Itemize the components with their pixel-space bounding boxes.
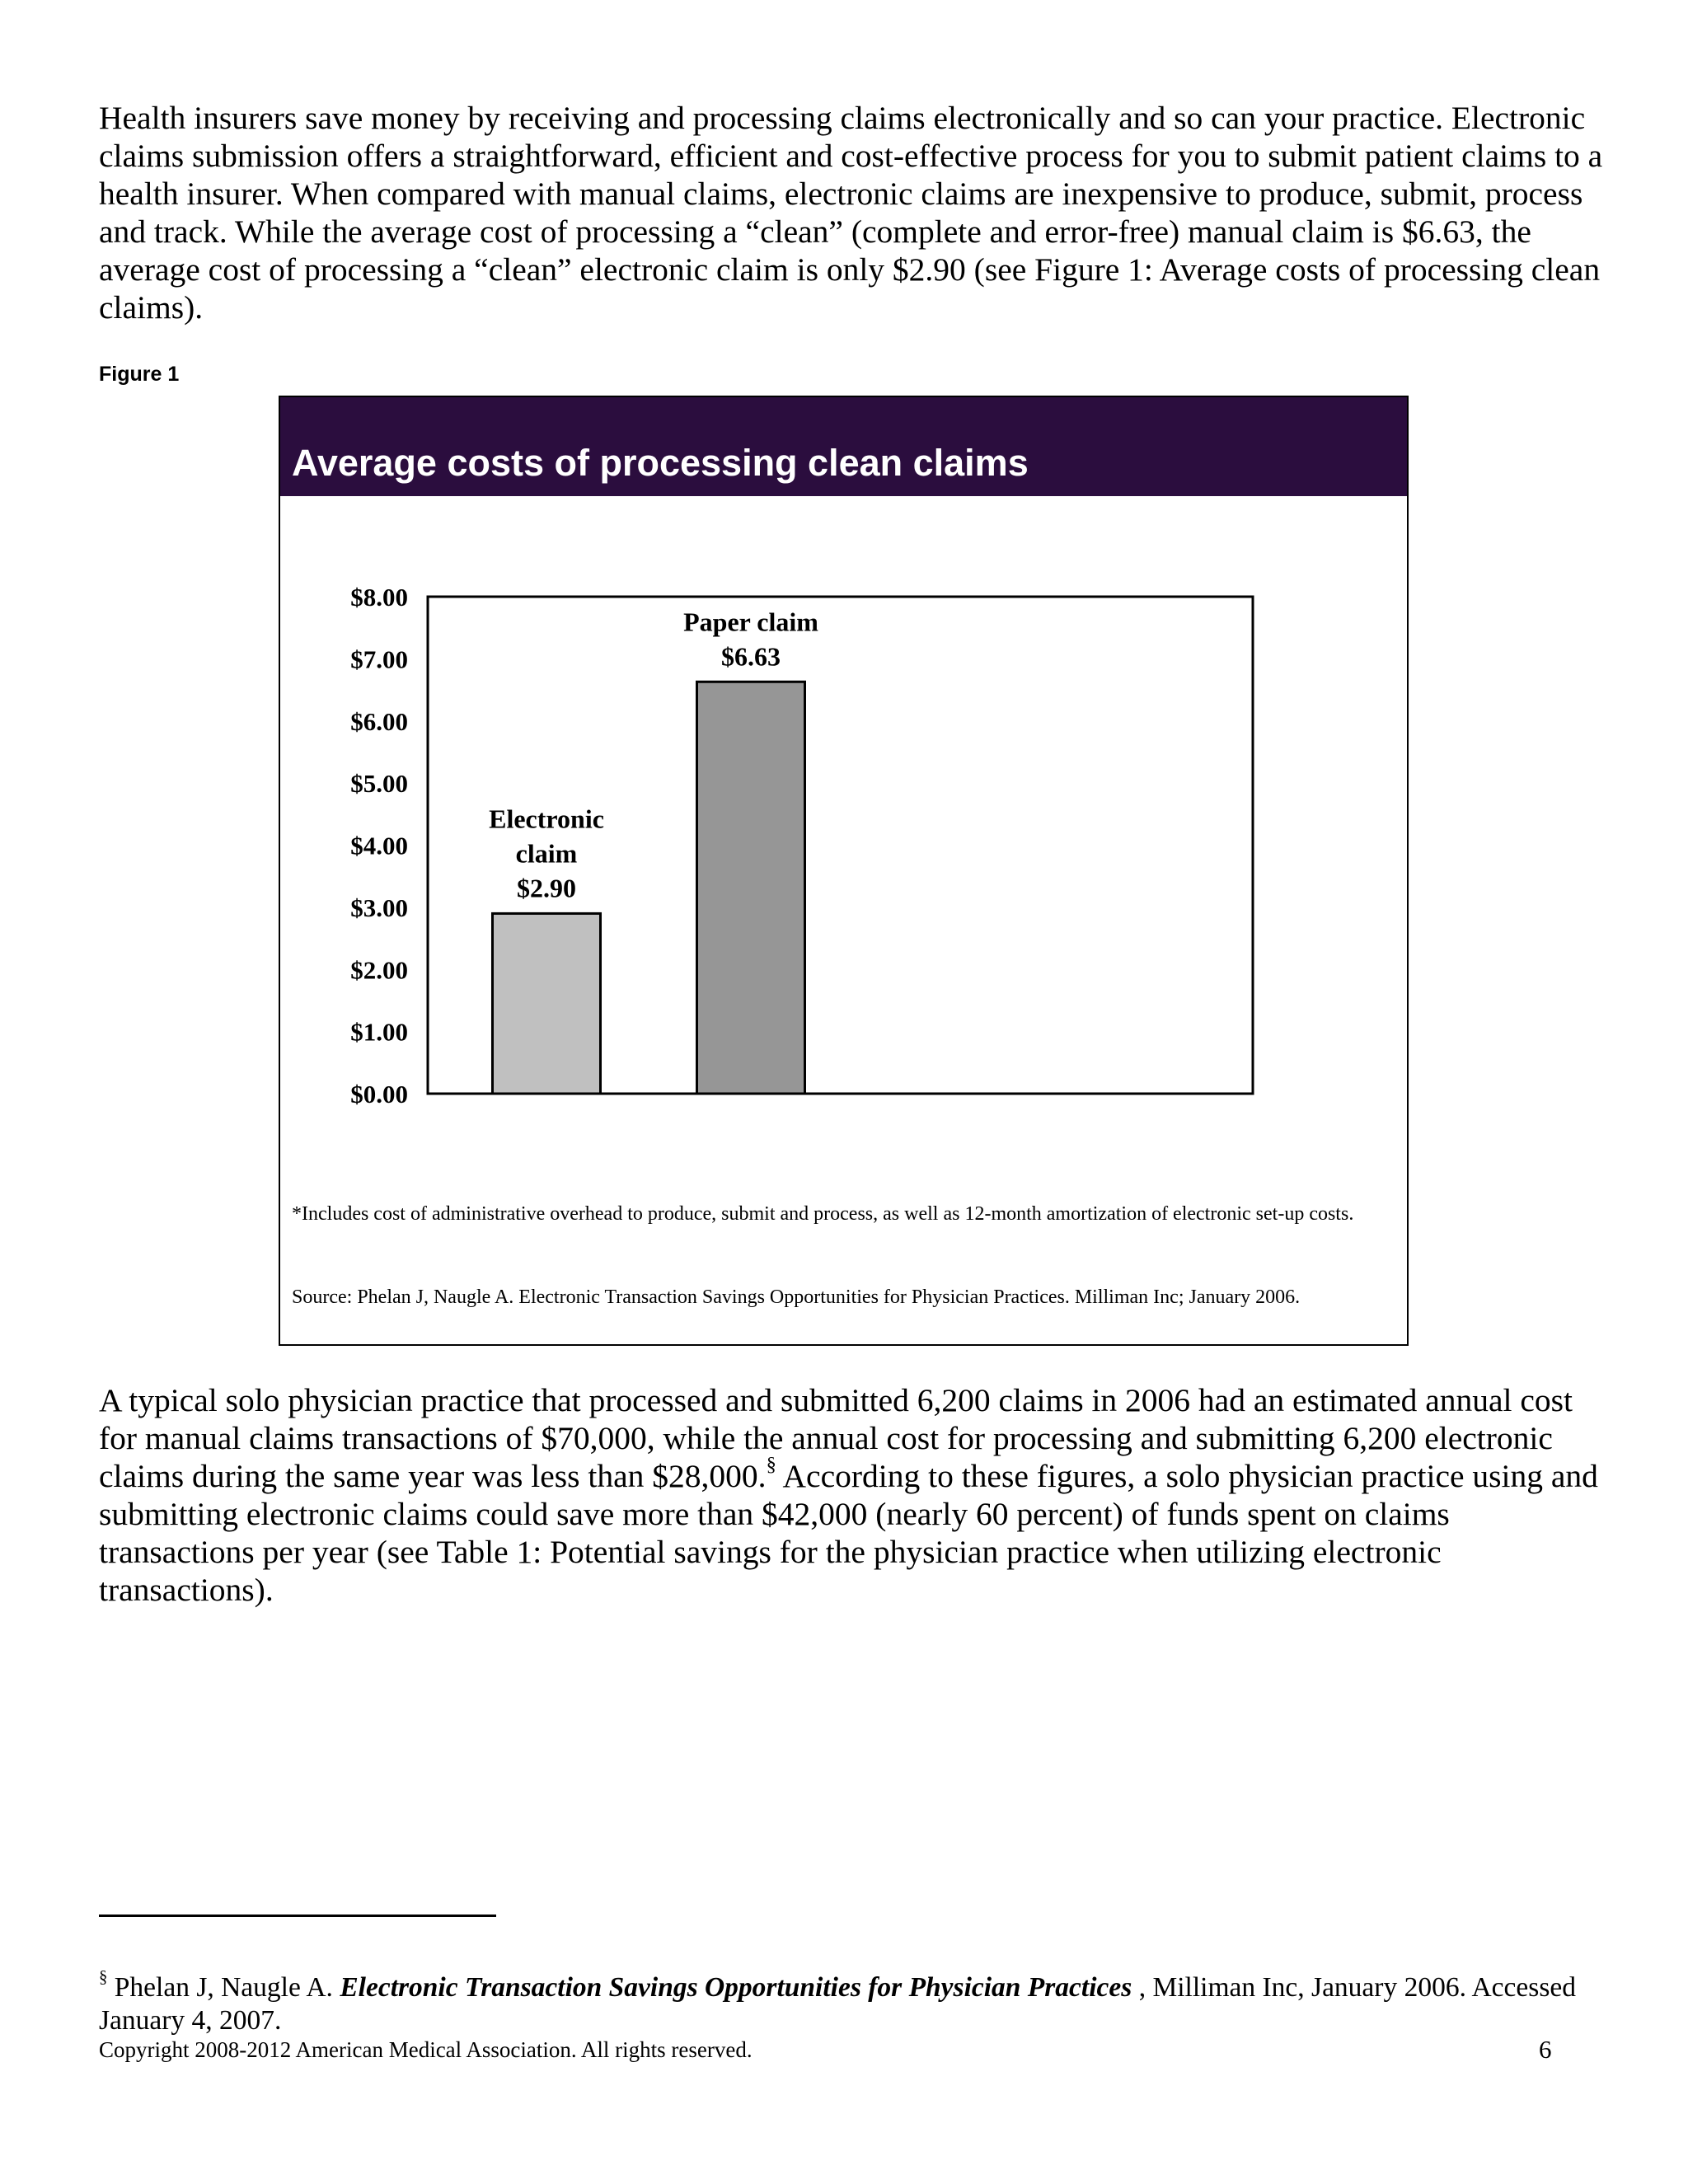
body-paragraph	[99, 1381, 1607, 1609]
footnote-mark: §	[99, 1967, 108, 1987]
figure-label: Figure 1	[99, 363, 180, 386]
y-tick-label: $5.00	[350, 769, 408, 799]
y-tick-label: $7.00	[350, 644, 408, 674]
body-paragraph-text-continued: According to these figures, a solo physician practice using and submitting electronic claims could save more than $42,000 (nearly 60 percent) of funds spent on claims transactions per year (see Table 1: Potential savings for the physician practice when utilizing electronic transactions).	[99, 1458, 1598, 1608]
y-tick-label: $8.00	[350, 583, 408, 612]
y-tick-label: $0.00	[350, 1080, 408, 1108]
bar-1	[493, 913, 601, 1094]
y-tick-label: $3.00	[350, 893, 408, 922]
bar-data-label: $6.63	[721, 641, 781, 672]
footnote-authors: Phelan J, Naugle A.	[107, 1972, 340, 2003]
bar-data-label: $2.90	[517, 873, 576, 903]
intro-paragraph: Health insurers save money by receiving and processing claims electronically and so can your practice. Electronic claims submission offers a straightforward, efficient and cost-effective process for you to submit patient claims to a health insurer. When compared with manual claims, electronic claims are inexpensive to produce, submit, process and track. While the average cost of processing a “clean” (complete and error-free) manual claim is $6.63, the average cost of processing a “clean” electronic claim is only $2.90 (see Figure 1: Average costs of processing clean claims).	[99, 100, 1603, 326]
bar-chart	[280, 397, 1407, 1164]
figure-title: Average costs of processing clean claims	[292, 442, 1029, 484]
y-tick-label: $1.00	[350, 1017, 408, 1047]
footnote-divider	[99, 1915, 496, 1917]
y-tick-label: $2.00	[350, 955, 408, 985]
body-paragraph-text: A typical solo physician practice that processed and submitted 6,200 claims in 2006 had an estimated annual cost for manual claims transactions of $70,000, while the annual cost for processing and submitting 6,200 electronic claims during the same year was less than $28,000.	[99, 1382, 1573, 1494]
bar-2	[697, 682, 805, 1094]
bar-data-label: claim	[515, 838, 578, 869]
copyright-notice: Copyright 2008-2012 American Medical Association. All rights reserved.	[99, 2037, 753, 2062]
bar-data-label: Electronic	[489, 804, 604, 834]
figure-footnote: *Includes cost of administrative overhead to produce, submit and process, as well as 12-month amortization of electronic set-up costs.	[292, 1203, 1354, 1225]
y-tick-label: $6.00	[350, 706, 408, 736]
bar-data-label: Paper claim	[683, 607, 818, 637]
footnote-title: Electronic Transaction Savings Opportunities for Physician Practices	[340, 1972, 1132, 2003]
page-number: 6	[1539, 2035, 1552, 2064]
figure-source: Source: Phelan J, Naugle A. Electronic Transaction Savings Opportunities for Physician Practices. Milliman Inc; January 2006.	[292, 1286, 1301, 1308]
footnote-publisher: , Milliman Inc, January 2006. Accessed January 4, 2007.	[99, 1972, 1576, 2036]
footnote-reference-mark[interactable]: §	[766, 1453, 776, 1476]
y-tick-label: $4.00	[350, 831, 408, 860]
figure-box	[279, 396, 1409, 1346]
footnote	[99, 1967, 1607, 2037]
